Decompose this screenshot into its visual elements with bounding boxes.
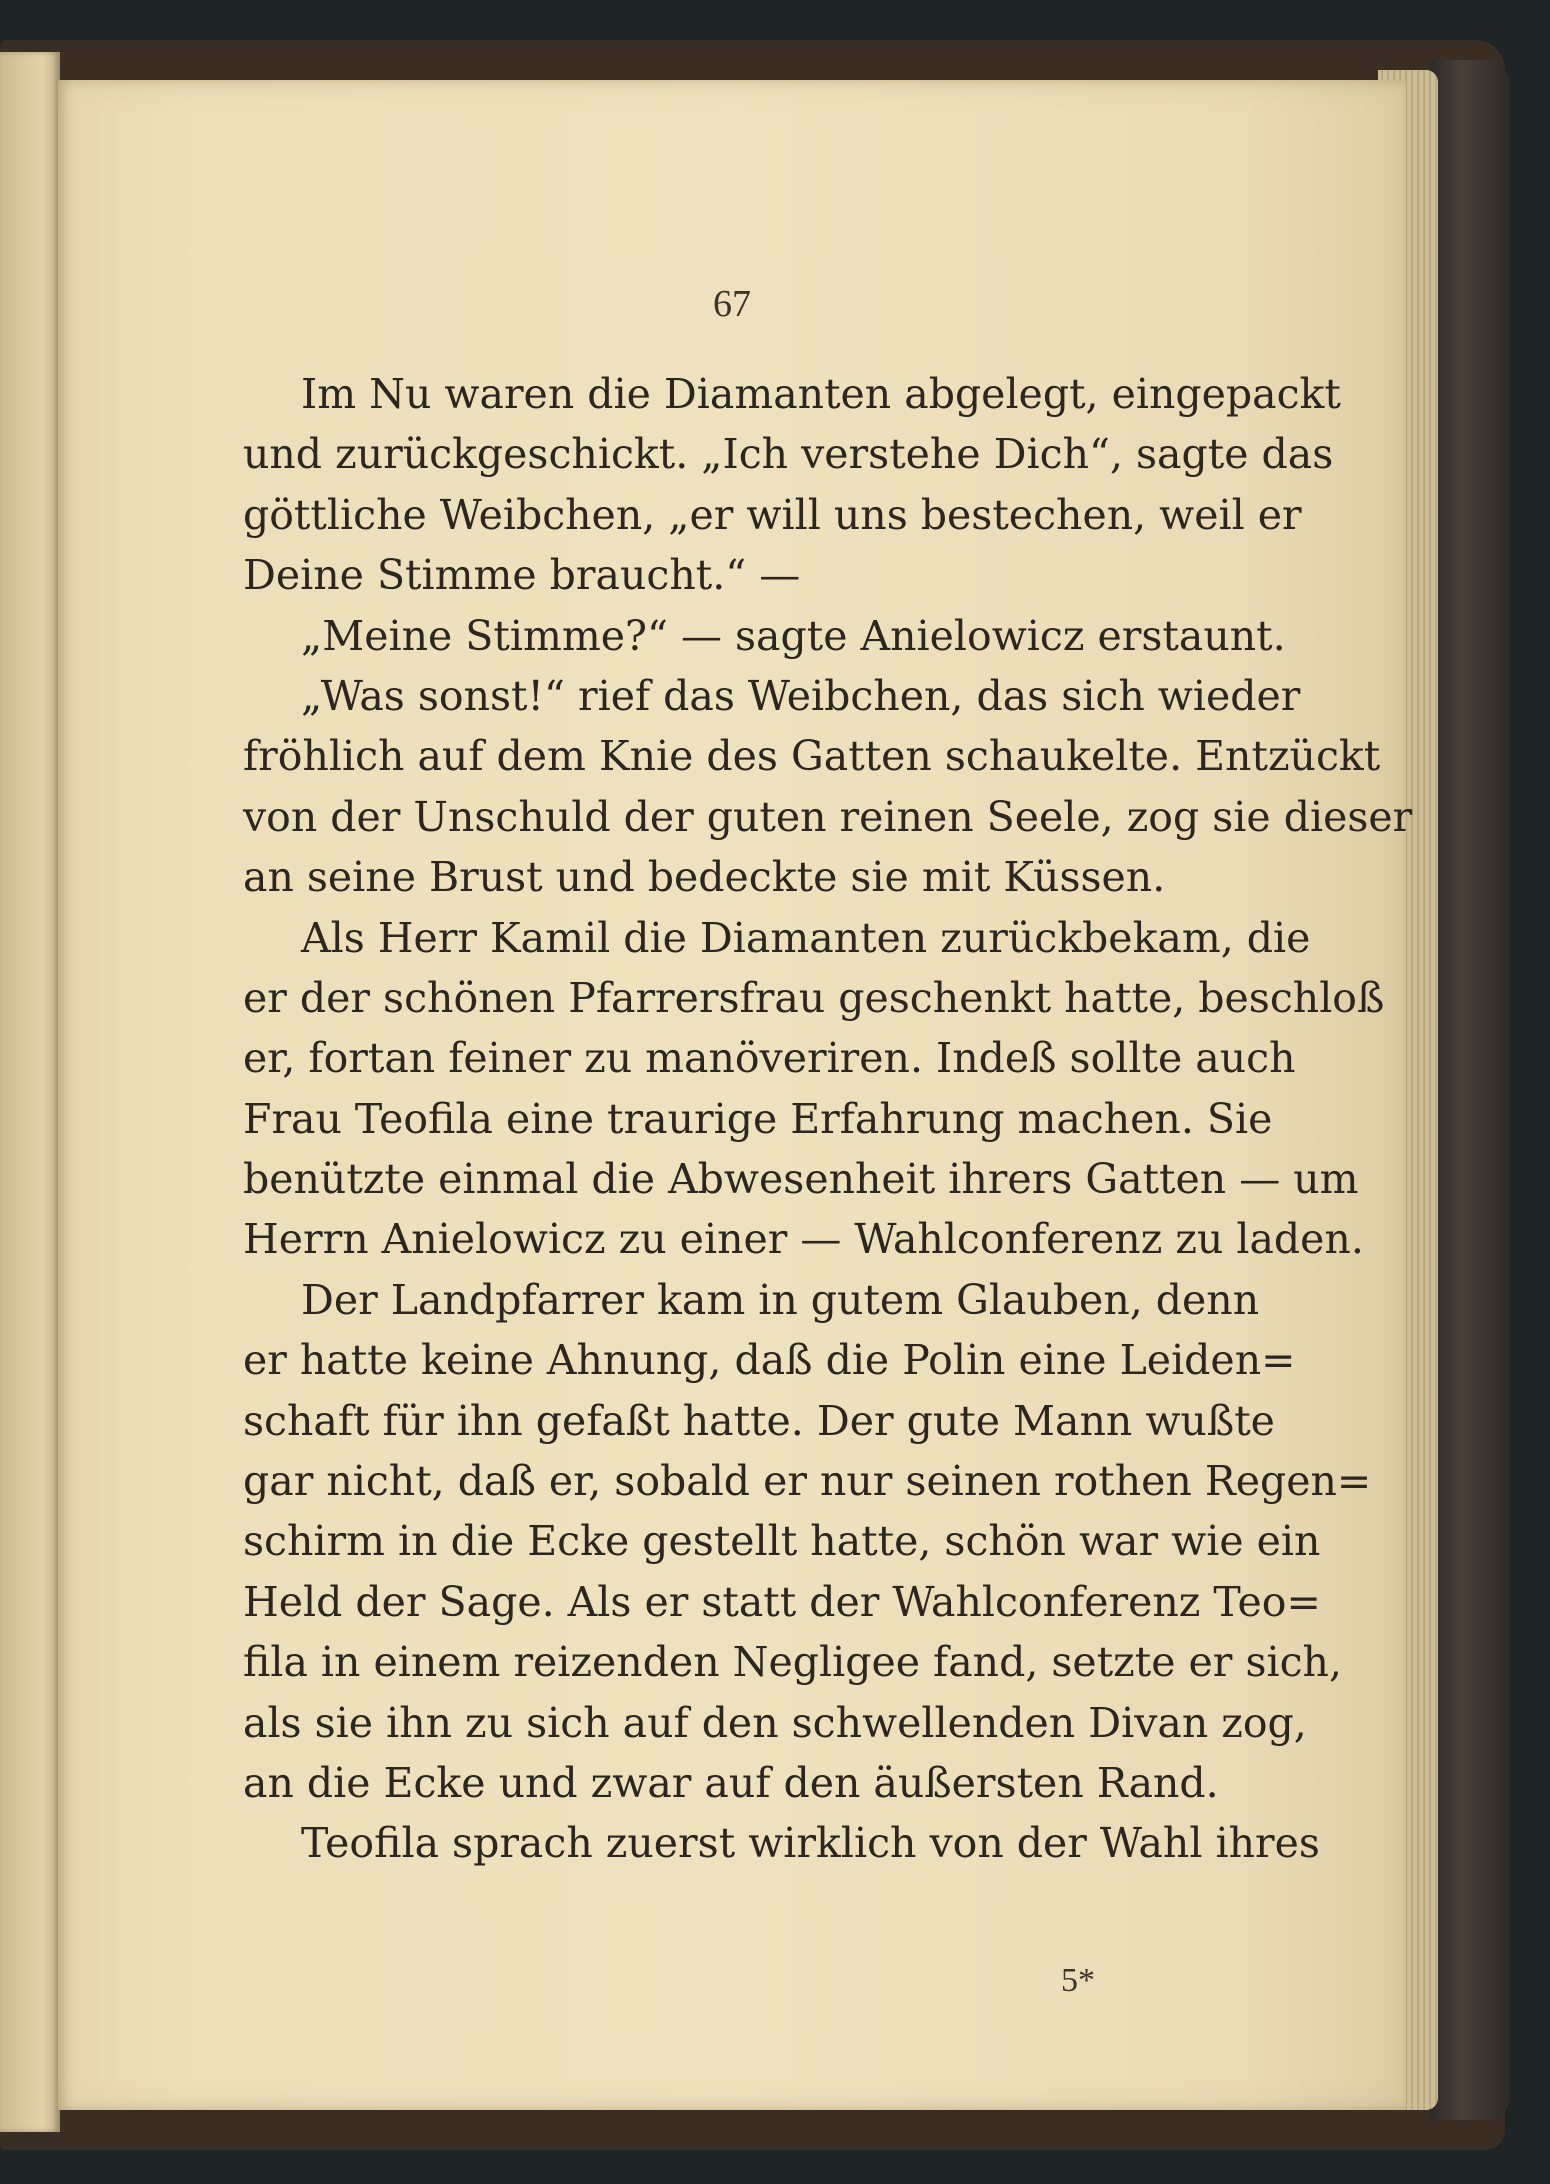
book-page bbox=[58, 80, 1413, 2110]
text-line: Frau Teofila eine traurige Erfahrung machen. Sie bbox=[243, 1094, 1273, 1143]
text-line: Im Nu waren die Diamanten abgelegt, eingepackt bbox=[301, 370, 1341, 418]
signature-mark: 5* bbox=[1061, 1962, 1095, 1999]
text-line: „Meine Stimme?“ — sagte Anielowicz erstaunt. bbox=[301, 611, 1286, 660]
text-line: schaft für ihn gefaßt hatte. Der gute Mann wußte bbox=[243, 1396, 1275, 1445]
text-line: benützte einmal die Abwesenheit ihrers Gatten — um bbox=[243, 1155, 1359, 1204]
page-text bbox=[243, 364, 1413, 1874]
text-line: Teofila sprach zuerst wirklich von der Wahl ihres bbox=[301, 1819, 1320, 1868]
text-line: er, fortan feiner zu manöveriren. Indeß sollte auch bbox=[243, 1034, 1296, 1083]
book-spine bbox=[1430, 60, 1510, 2120]
text-line: an die Ecke und zwar auf den äußersten Rand. bbox=[243, 1758, 1219, 1807]
text-line: von der Unschuld der guten reinen Seele, zog sie dieser bbox=[243, 792, 1413, 841]
text-line: Als Herr Kamil die Diamanten zurückbekam, die bbox=[301, 913, 1311, 962]
facing-page-edge bbox=[0, 52, 60, 2132]
page-number: 67 bbox=[713, 283, 751, 325]
text-line: Der Landpfarrer kam in gutem Glauben, denn bbox=[301, 1275, 1260, 1324]
text-line: schirm in die Ecke gestellt hatte, schön war wie ein bbox=[243, 1517, 1321, 1566]
text-line: und zurückgeschickt. „Ich verstehe Dich“, sagte das bbox=[243, 430, 1334, 479]
text-line: er der schönen Pfarrersfrau geschenkt hatte, beschloß bbox=[243, 973, 1385, 1022]
text-line: gar nicht, daß er, sobald er nur seinen rothen Regen= bbox=[243, 1457, 1372, 1506]
text-line: „Was sonst!“ rief das Weibchen, das sich wieder bbox=[301, 671, 1301, 720]
text-line: fröhlich auf dem Knie des Gatten schaukelte. Entzückt bbox=[243, 732, 1381, 781]
text-line: er hatte keine Ahnung, daß die Polin eine Leiden= bbox=[243, 1336, 1296, 1385]
text-line: Held der Sage. Als er statt der Wahlconferenz Teo= bbox=[243, 1577, 1321, 1626]
text-line: göttliche Weibchen, „er will uns bestechen, weil er bbox=[243, 490, 1302, 539]
text-line: an seine Brust und bedeckte sie mit Küssen. bbox=[243, 853, 1166, 902]
text-line: Deine Stimme braucht.“ — bbox=[243, 551, 801, 600]
text-line: fila in einem reizenden Negligee fand, setzte er sich, bbox=[243, 1638, 1342, 1687]
text-line: als sie ihn zu sich auf den schwellenden Divan zog, bbox=[243, 1698, 1307, 1747]
text-line: Herrn Anielowicz zu einer — Wahlconferenz zu laden. bbox=[243, 1215, 1364, 1264]
